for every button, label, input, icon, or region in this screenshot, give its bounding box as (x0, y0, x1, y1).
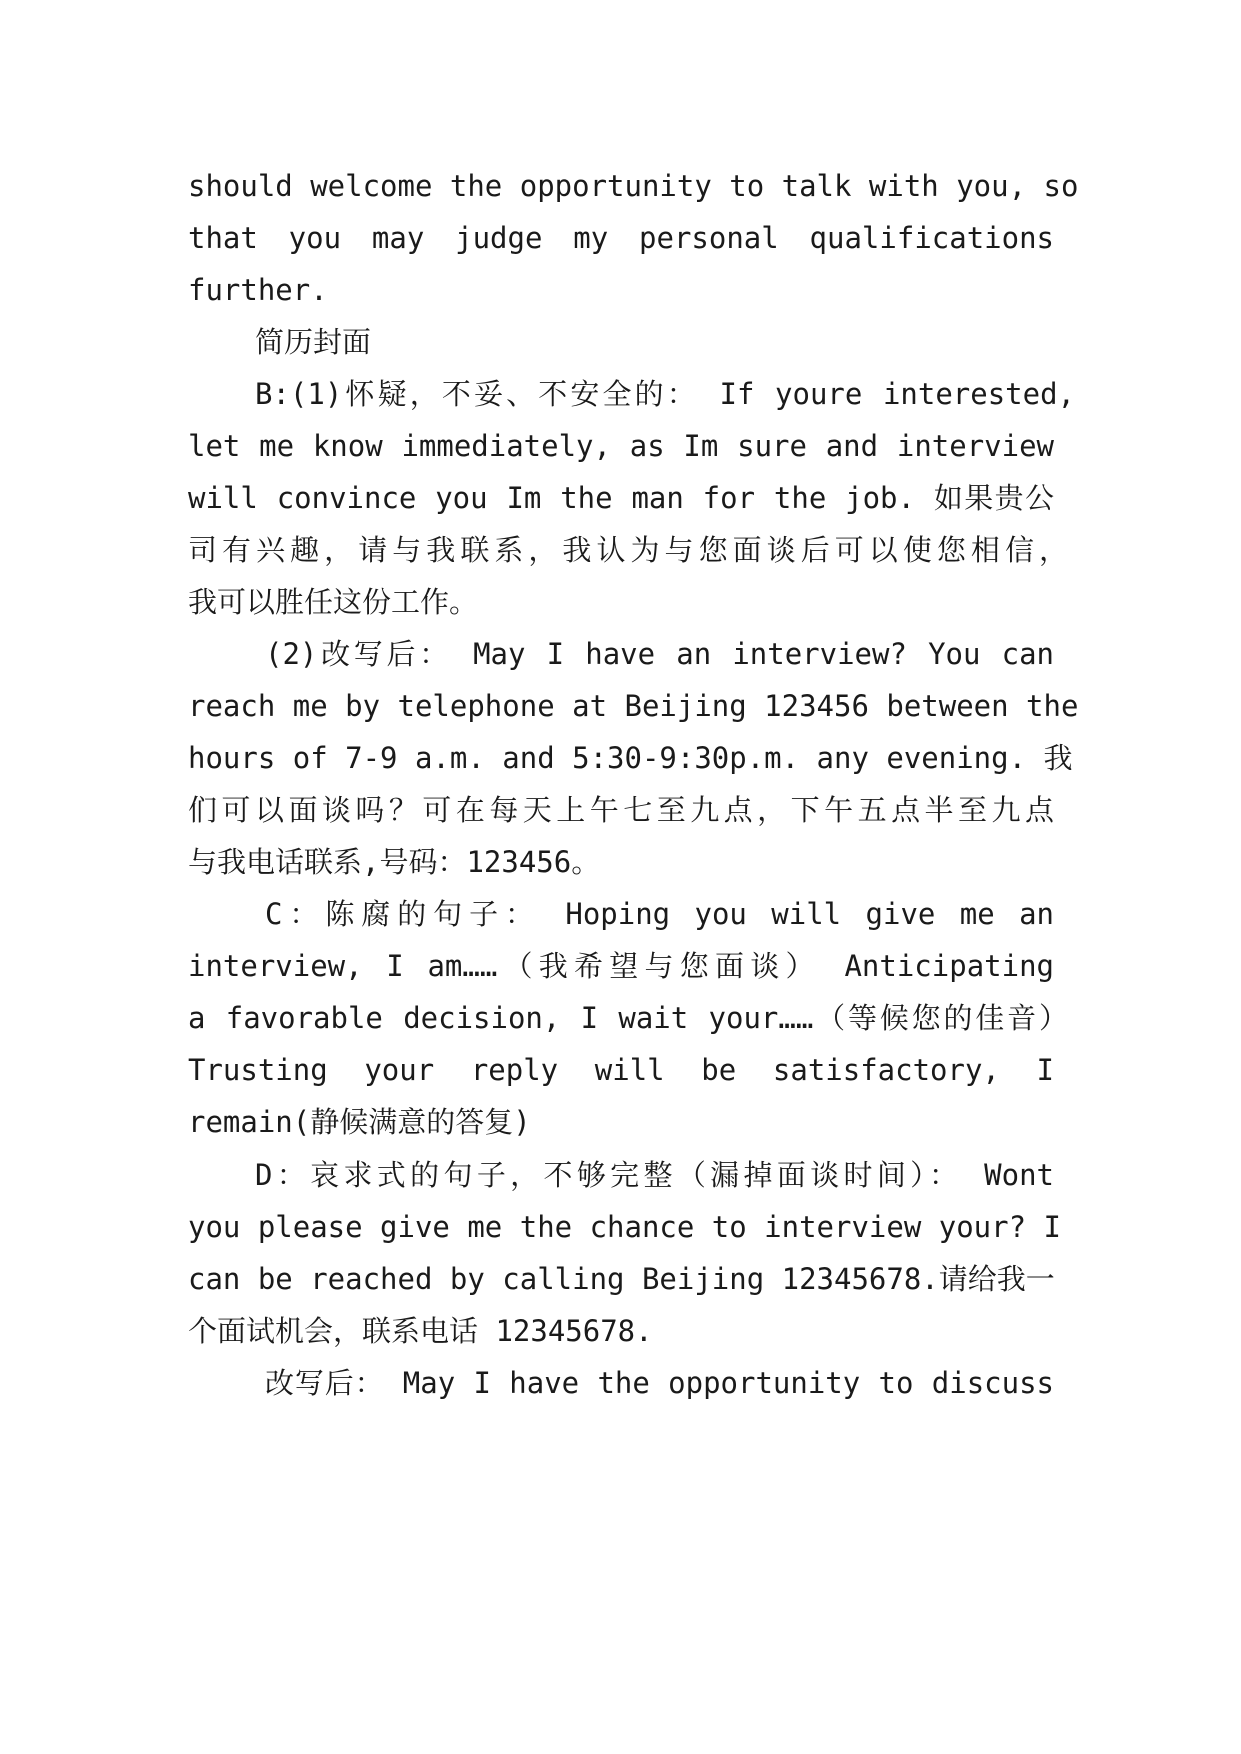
body-line: 司有兴趣，请与我联系，我认为与您面谈后可以使您相信， (188, 533, 1068, 567)
body-line: 们可以面谈吗？可在每天上午七至九点，下午五点半至九点 (188, 793, 1054, 827)
body-line: remain(静候满意的答复) (188, 1105, 531, 1139)
body-line: you please give me the chance to interview your? I (188, 1210, 1061, 1244)
body-line: let me know immediately, as Im sure and interview (188, 429, 1054, 463)
body-line: (2)改写后： May I have an interview? You can (265, 637, 1054, 671)
body-line: 我可以胜任这份工作。 (188, 585, 479, 619)
body-line: interview, I am……（我希望与您面谈） Anticipating (188, 949, 1054, 983)
body-line: B:(1)怀疑，不妥、不安全的： If youre interested, (255, 377, 1075, 411)
body-line: that you may judge my personal qualifications (188, 221, 1054, 255)
body-line: reach me by telephone at Beijing 123456 between the (188, 689, 1079, 723)
body-line: 与我电话联系,号码：123456。 (188, 845, 601, 879)
body-line: further. (188, 273, 328, 307)
body-line: a favorable decision, I wait your……（等候您的佳音） (188, 1001, 1068, 1035)
body-line: should welcome the opportunity to talk with you, so (188, 169, 1079, 203)
body-line: can be reached by calling Beijing 12345678.请给我一 (188, 1262, 1055, 1296)
body-line: hours of 7-9 a.m. and 5:30-9:30p.m. any evening. 我 (188, 741, 1073, 775)
body-line: Trusting your reply will be satisfactory, I (188, 1053, 1054, 1087)
section-heading: 简历封面 (255, 325, 372, 359)
body-line: C：陈腐的句子： Hoping you will give me an (265, 897, 1054, 931)
body-line: D：哀求式的句子，不够完整（漏掉面谈时间）： Wont (255, 1158, 1054, 1192)
body-line: 个面试机会，联系电话 12345678. (188, 1314, 653, 1348)
body-line: will convince you Im the man for the job. 如果贵公 (188, 481, 1054, 515)
body-line: 改写后： May I have the opportunity to discuss (265, 1366, 1054, 1400)
